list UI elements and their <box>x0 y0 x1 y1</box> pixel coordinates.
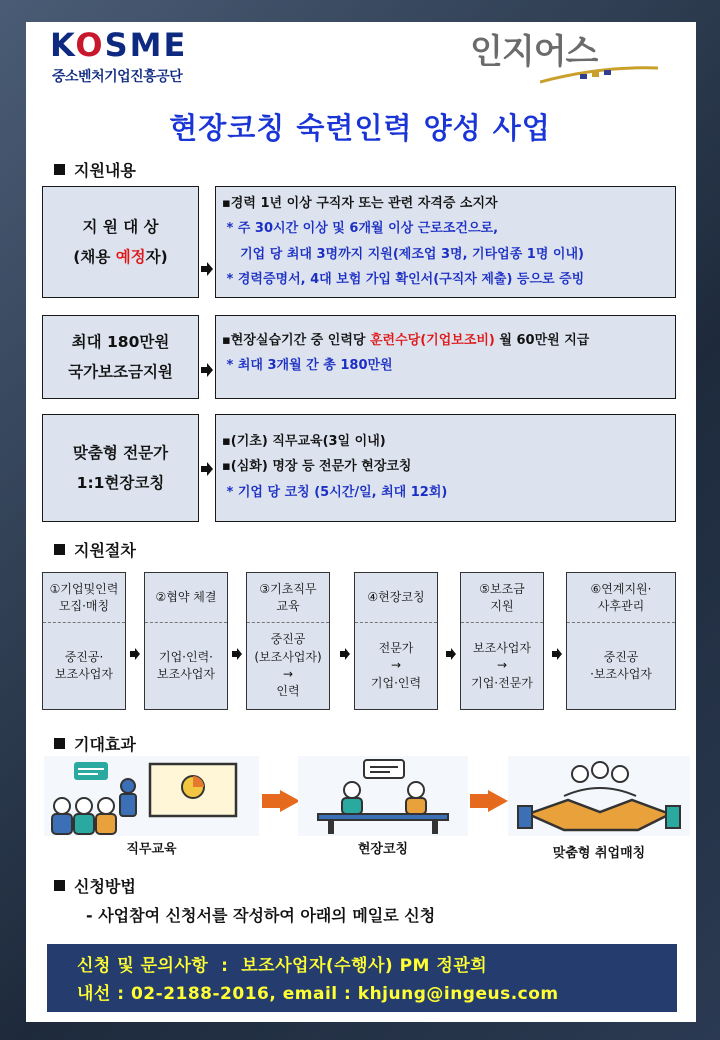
arrow-right-icon <box>200 462 214 476</box>
support-detail-target: ▪경력 1년 이상 구직자 또는 관련 자격증 소지자 * 주 30시간 이상 및 6개월 이상 근로조건으로, 기업 당 최대 3명까지 지원(제조업 3명, 기타업종 1명 이내) * 경력증명서, 4대 보험 가입 확인서(구직자 제출) 등으로 증빙 <box>215 186 676 298</box>
arrow-right-icon <box>200 262 214 276</box>
ingeus-logo: 인지어스 <box>470 32 598 72</box>
contact-phone-email[interactable]: 내선 : 02-2188-2016, email : khjung@ingeus.com <box>77 984 559 1004</box>
bullet-square-icon <box>54 544 65 555</box>
contact-person: 신청 및 문의사항 : 보조사업자(수행사) PM 정관희 <box>77 956 488 976</box>
job-training-illustration-icon <box>44 756 259 836</box>
on-site-coaching-illustration-icon <box>298 756 468 836</box>
arrow-right-icon <box>200 363 214 377</box>
kosme-logo-subtitle: 중소벤처기업진흥공단 <box>52 69 183 85</box>
procedure-step-5: ⑤보조금 지원 보조사업자 → 기업·전문가 <box>460 572 544 710</box>
procedure-step-1: ①기업및인력 모집·매칭 중진공· 보조사업자 <box>42 572 126 710</box>
effect-label-coaching: 현장코칭 <box>357 842 409 857</box>
bullet-square-icon <box>54 738 65 749</box>
contact-bar <box>47 944 677 1012</box>
effect-label-training: 직무교육 <box>126 842 177 857</box>
bullet-square-icon <box>54 880 65 891</box>
job-matching-handshake-icon <box>508 756 690 836</box>
section-heading-apply: 신청방법 <box>54 874 136 897</box>
kosme-logo: KOSME <box>50 26 188 64</box>
support-label-target: 지 원 대 상 (채용 예정자) <box>42 186 199 298</box>
effect-label-matching: 맞춤형 취업매칭 <box>552 846 646 861</box>
procedure-step-4: ④현장코칭 전문가 → 기업·인력 <box>354 572 438 710</box>
arrow-right-icon <box>552 648 562 660</box>
section-heading-support: 지원내용 <box>54 158 136 181</box>
apply-instruction: - 사업참여 신청서를 작성하여 아래의 메일로 신청 <box>86 906 436 925</box>
arrow-right-icon <box>340 648 350 660</box>
section-heading-effects: 기대효과 <box>54 732 136 755</box>
support-label-subsidy: 최대 180만원 국가보조금지원 <box>42 315 199 399</box>
section-heading-procedure: 지원절차 <box>54 538 136 561</box>
ingeus-logo-swoosh-icon <box>540 62 660 88</box>
support-detail-subsidy: ▪현장실습기간 중 인력당 훈련수당(기업보조비) 월 60만원 지급 * 최대 3개월 간 총 180만원 <box>215 315 676 399</box>
page-title: 현장코칭 숙련인력 양성 사업 <box>169 111 551 145</box>
procedure-step-6: ⑥연계지원· 사후관리 중진공 ·보조사업자 <box>566 572 676 710</box>
support-label-coaching: 맞춤형 전문가 1:1현장코칭 <box>42 414 199 522</box>
arrow-right-icon <box>232 648 242 660</box>
arrow-right-icon <box>446 648 456 660</box>
arrow-right-icon <box>130 648 140 660</box>
chevron-right-icon <box>262 790 300 812</box>
support-detail-coaching: ▪(기초) 직무교육(3일 이내) ▪(심화) 명장 등 전문가 현장코칭 * 기업 당 코칭 (5시간/일, 최대 12회) <box>215 414 676 522</box>
procedure-step-2: ②협약 체결 기업·인력· 보조사업자 <box>144 572 228 710</box>
procedure-step-3: ③기초직무 교육 중진공 (보조사업자) → 인력 <box>246 572 330 710</box>
chevron-right-icon <box>470 790 508 812</box>
bullet-square-icon <box>54 164 65 175</box>
